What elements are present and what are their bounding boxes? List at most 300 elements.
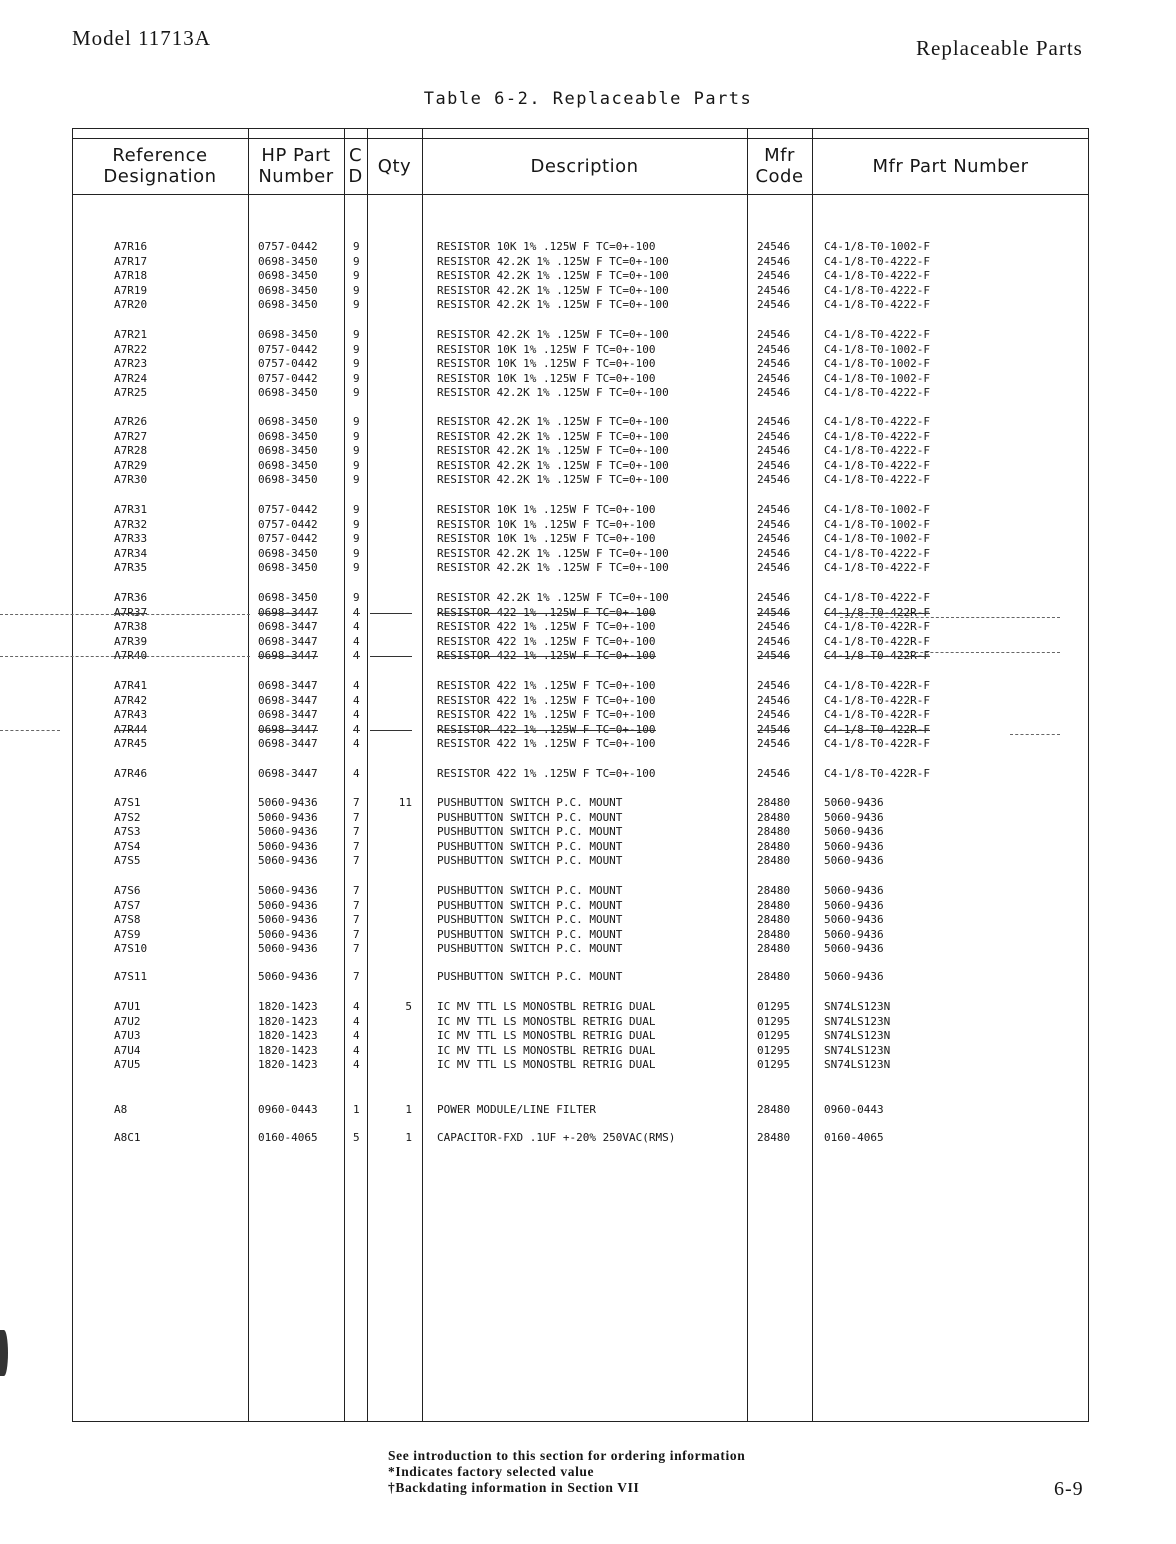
mfr-part-number: C4-1/8-T0-422R-F: [824, 605, 930, 619]
mfr-part-number: C4-1/8-T0-422R-F: [824, 634, 930, 648]
mfr-code: 24546: [757, 546, 791, 560]
table-row: [0, 635, 1176, 649]
mfr-part-number: C4-1/8-T0-4222-F: [824, 546, 930, 560]
ref-designation: A8: [114, 1103, 128, 1116]
mfr-code: 24546: [757, 649, 791, 663]
mfr-code: 24546: [757, 298, 791, 312]
ref-designation: A7S3: [114, 825, 141, 839]
quantity: 5: [405, 1000, 412, 1013]
check-digit: 7: [353, 810, 360, 824]
mfr-code: 24546: [757, 767, 791, 780]
check-digit: 7: [353, 854, 360, 868]
mfr-code: 24546: [757, 254, 791, 268]
mfr-code: 24546: [757, 342, 791, 356]
hp-part-number: 0757-0442: [258, 532, 318, 546]
table-row: [0, 561, 1176, 575]
ref-designation: A7R38: [114, 620, 148, 634]
check-digit: 4: [353, 1029, 360, 1043]
mfr-part-number: C4-1/8-T0-4222-F: [824, 458, 930, 472]
check-digit: 9: [353, 357, 360, 371]
check-digit: 4: [353, 708, 360, 722]
ref-designation: A7R44: [114, 722, 148, 736]
ref-designation: A7S5: [114, 854, 141, 868]
mfr-code: 24546: [757, 473, 791, 487]
strike-mark: [1010, 734, 1060, 735]
ref-designation: A7S11: [114, 970, 148, 983]
hp-part-number: 0698-3447: [258, 737, 318, 751]
check-digit: 4: [353, 1000, 360, 1013]
table-row: [0, 591, 1176, 605]
mfr-part-number: 5060-9436: [824, 970, 884, 983]
ref-designation: A7R45: [114, 737, 148, 751]
table-row: [0, 928, 1176, 942]
mfr-part-number: SN74LS123N: [824, 1014, 891, 1028]
hp-part-number: 5060-9436: [258, 810, 318, 824]
ref-designation: A7R26: [114, 415, 148, 428]
hp-part-number: 5060-9436: [258, 884, 318, 897]
check-digit: 9: [353, 240, 360, 253]
mfr-part-number: C4-1/8-T0-4222-F: [824, 386, 930, 400]
ref-designation: A7S8: [114, 913, 141, 927]
description: PUSHBUTTON SWITCH P.C. MOUNT: [437, 796, 623, 809]
mfr-part-number: C4-1/8-T0-1002-F: [824, 532, 930, 546]
mfr-part-number: C4-1/8-T0-4222-F: [824, 283, 930, 297]
column-header-mfr-code: Mfr Code: [755, 145, 804, 187]
description: PUSHBUTTON SWITCH P.C. MOUNT: [437, 839, 623, 853]
description: IC MV TTL LS MONOSTBL RETRIG DUAL: [437, 1029, 656, 1043]
description: RESISTOR 10K 1% .125W F TC=0+-100: [437, 342, 656, 356]
table-row: [0, 386, 1176, 400]
hp-part-number: 0698-3447: [258, 679, 318, 692]
table-row: [0, 1015, 1176, 1029]
mfr-part-number: C4-1/8-T0-4222-F: [824, 429, 930, 443]
description: RESISTOR 10K 1% .125W F TC=0+-100: [437, 532, 656, 546]
hp-part-number: 0698-3447: [258, 767, 318, 780]
mfr-code: 24546: [757, 591, 791, 604]
ref-designation: A7U2: [114, 1014, 141, 1028]
column-header-qty: Qty: [377, 155, 412, 177]
check-digit: 9: [353, 415, 360, 428]
table-row: [0, 1044, 1176, 1058]
table-row: [0, 694, 1176, 708]
hp-part-number: 0698-3450: [258, 298, 318, 312]
mfr-code: 24546: [757, 386, 791, 400]
mfr-part-number: C4-1/8-T0-1002-F: [824, 357, 930, 371]
description: RESISTOR 422 1% .125W F TC=0+-100: [437, 737, 656, 751]
check-digit: 9: [353, 269, 360, 283]
mfr-code: 01295: [757, 1000, 791, 1013]
hp-part-number: 5060-9436: [258, 898, 318, 912]
mfr-code: 24546: [757, 371, 791, 385]
check-digit: 9: [353, 342, 360, 356]
description: RESISTOR 10K 1% .125W F TC=0+-100: [437, 240, 656, 253]
table-row: [0, 884, 1176, 898]
check-digit: 7: [353, 884, 360, 897]
mfr-part-number: 5060-9436: [824, 913, 884, 927]
hp-part-number: 0698-3450: [258, 473, 318, 487]
check-digit: 7: [353, 970, 360, 983]
check-digit: 4: [353, 1043, 360, 1057]
mfr-code: 24546: [757, 240, 791, 253]
table-row: [0, 737, 1176, 751]
mfr-code: 24546: [757, 444, 791, 458]
description: RESISTOR 42.2K 1% .125W F TC=0+-100: [437, 269, 669, 283]
table-row: [0, 899, 1176, 913]
strike-mark: [900, 652, 1060, 653]
description: PUSHBUTTON SWITCH P.C. MOUNT: [437, 970, 623, 983]
hp-part-number: 1820-1423: [258, 1058, 318, 1072]
hp-part-number: 5060-9436: [258, 942, 318, 956]
ref-designation: A7R23: [114, 357, 148, 371]
description: RESISTOR 42.2K 1% .125W F TC=0+-100: [437, 546, 669, 560]
mfr-code: 01295: [757, 1043, 791, 1057]
ref-designation: A7U3: [114, 1029, 141, 1043]
hp-part-number: 0960-0443: [258, 1103, 318, 1116]
mfr-part-number: SN74LS123N: [824, 1058, 891, 1072]
check-digit: 9: [353, 254, 360, 268]
table-row: [0, 328, 1176, 342]
description: RESISTOR 42.2K 1% .125W F TC=0+-100: [437, 591, 669, 604]
check-digit: 9: [353, 561, 360, 575]
table-row: [0, 767, 1176, 781]
check-digit: 1: [353, 1103, 360, 1116]
mfr-part-number: 5060-9436: [824, 796, 884, 809]
mfr-part-number: 5060-9436: [824, 884, 884, 897]
mfr-code: 28480: [757, 1103, 791, 1116]
mfr-part-number: SN74LS123N: [824, 1000, 891, 1013]
column-header-cd: C D: [348, 145, 363, 187]
strike-mark: [0, 730, 60, 731]
mfr-code: 24546: [757, 503, 791, 516]
table-row: [0, 942, 1176, 956]
description: RESISTOR 10K 1% .125W F TC=0+-100: [437, 371, 656, 385]
check-digit: 9: [353, 532, 360, 546]
ref-designation: A7R27: [114, 429, 148, 443]
description: RESISTOR 422 1% .125W F TC=0+-100: [437, 767, 656, 780]
table-row: [0, 620, 1176, 634]
ref-designation: A7R19: [114, 283, 148, 297]
quantity: 11: [398, 796, 412, 809]
hp-part-number: 0698-3447: [258, 605, 318, 619]
check-digit: 4: [353, 722, 360, 736]
mfr-code: 24546: [757, 532, 791, 546]
check-digit: 4: [353, 620, 360, 634]
description: PUSHBUTTON SWITCH P.C. MOUNT: [437, 898, 623, 912]
hp-part-number: 5060-9436: [258, 839, 318, 853]
ref-designation: A7R33: [114, 532, 148, 546]
mfr-code: 28480: [757, 796, 791, 809]
ref-designation: A7R36: [114, 591, 148, 604]
hp-part-number: 0698-3450: [258, 283, 318, 297]
description: RESISTOR 42.2K 1% .125W F TC=0+-100: [437, 328, 669, 341]
ref-designation: A7R16: [114, 240, 148, 253]
description: RESISTOR 42.2K 1% .125W F TC=0+-100: [437, 429, 669, 443]
mfr-code: 24546: [757, 679, 791, 692]
mfr-code: 24546: [757, 722, 791, 736]
footnote-backdating: †Backdating information in Section VII: [388, 1480, 640, 1495]
ref-designation: A7S9: [114, 927, 141, 941]
hp-part-number: 0698-3450: [258, 269, 318, 283]
mfr-part-number: SN74LS123N: [824, 1043, 891, 1057]
check-digit: 9: [353, 517, 360, 531]
ref-designation: A7R25: [114, 386, 148, 400]
table-row: [0, 532, 1176, 546]
mfr-part-number: C4-1/8-T0-422R-F: [824, 767, 930, 780]
description: RESISTOR 42.2K 1% .125W F TC=0+-100: [437, 283, 669, 297]
description: IC MV TTL LS MONOSTBL RETRIG DUAL: [437, 1058, 656, 1072]
footnote-factory-selected: *Indicates factory selected value: [388, 1464, 595, 1479]
mfr-code: 24546: [757, 429, 791, 443]
ref-designation: A7R35: [114, 561, 148, 575]
ref-designation: A7R30: [114, 473, 148, 487]
strike-mark: [0, 614, 250, 615]
hp-part-number: 0698-3447: [258, 634, 318, 648]
mfr-part-number: C4-1/8-T0-1002-F: [824, 517, 930, 531]
ref-designation: A7R18: [114, 269, 148, 283]
mfr-code: 24546: [757, 605, 791, 619]
hp-part-number: 0698-3450: [258, 429, 318, 443]
check-digit: 9: [353, 473, 360, 487]
ref-designation: A7S4: [114, 839, 141, 853]
hp-part-number: 0698-3450: [258, 546, 318, 560]
description: PUSHBUTTON SWITCH P.C. MOUNT: [437, 825, 623, 839]
table-row: [0, 1000, 1176, 1014]
description: RESISTOR 422 1% .125W F TC=0+-100: [437, 605, 656, 619]
check-digit: 9: [353, 458, 360, 472]
mfr-code: 24546: [757, 415, 791, 428]
ref-designation: A7S1: [114, 796, 141, 809]
table-row: [0, 723, 1176, 737]
ref-designation: A7R17: [114, 254, 148, 268]
hp-part-number: 0698-3450: [258, 591, 318, 604]
table-row: [0, 840, 1176, 854]
ref-designation: A7R34: [114, 546, 148, 560]
hp-part-number: 0757-0442: [258, 517, 318, 531]
description: RESISTOR 42.2K 1% .125W F TC=0+-100: [437, 298, 669, 312]
mfr-code: 28480: [757, 1131, 791, 1144]
table-row: [0, 1058, 1176, 1072]
page-number: 6-9: [1054, 1478, 1084, 1500]
column-header-mfr-part-number: Mfr Part Number: [872, 155, 1029, 177]
table-row: [0, 1029, 1176, 1043]
ref-designation: A7R20: [114, 298, 148, 312]
table-row: [0, 459, 1176, 473]
ref-designation: A7R42: [114, 693, 148, 707]
description: PUSHBUTTON SWITCH P.C. MOUNT: [437, 854, 623, 868]
ref-designation: A7R24: [114, 371, 148, 385]
description: RESISTOR 10K 1% .125W F TC=0+-100: [437, 517, 656, 531]
description: RESISTOR 10K 1% .125W F TC=0+-100: [437, 503, 656, 516]
hp-part-number: 5060-9436: [258, 927, 318, 941]
ref-designation: A7R21: [114, 328, 148, 341]
table-row: [0, 796, 1176, 810]
table-row: [0, 503, 1176, 517]
ref-designation: A7S7: [114, 898, 141, 912]
mfr-code: 28480: [757, 942, 791, 956]
hp-part-number: 1820-1423: [258, 1014, 318, 1028]
table-row: [0, 1103, 1176, 1117]
hp-part-number: 0757-0442: [258, 357, 318, 371]
check-digit: 4: [353, 605, 360, 619]
hp-part-number: 0698-3450: [258, 561, 318, 575]
mfr-part-number: C4-1/8-T0-422R-F: [824, 620, 930, 634]
check-digit: 7: [353, 927, 360, 941]
table-row: [0, 473, 1176, 487]
check-digit: 7: [353, 913, 360, 927]
description: RESISTOR 422 1% .125W F TC=0+-100: [437, 620, 656, 634]
ref-designation: A7U4: [114, 1043, 141, 1057]
mfr-part-number: C4-1/8-T0-1002-F: [824, 371, 930, 385]
table-row: [0, 298, 1176, 312]
hp-part-number: 0698-3450: [258, 444, 318, 458]
table-row: [0, 708, 1176, 722]
check-digit: 9: [353, 444, 360, 458]
mfr-part-number: 5060-9436: [824, 839, 884, 853]
table-row: [0, 284, 1176, 298]
table-row: [0, 547, 1176, 561]
table-row: [0, 1131, 1176, 1145]
description: RESISTOR 42.2K 1% .125W F TC=0+-100: [437, 561, 669, 575]
footnote-ordering: See introduction to this section for ordering information: [388, 1448, 746, 1463]
ref-designation: A7R41: [114, 679, 148, 692]
hp-part-number: 0698-3447: [258, 693, 318, 707]
description: POWER MODULE/LINE FILTER: [437, 1103, 596, 1116]
strike-mark: [0, 656, 250, 657]
check-digit: 4: [353, 649, 360, 663]
check-digit: 4: [353, 1058, 360, 1072]
model-header: Model 11713A: [72, 26, 211, 50]
mfr-code: 24546: [757, 458, 791, 472]
mfr-code: 28480: [757, 898, 791, 912]
mfr-code: 01295: [757, 1058, 791, 1072]
ref-designation: A7U1: [114, 1000, 141, 1013]
check-digit: 9: [353, 503, 360, 516]
mfr-part-number: C4-1/8-T0-4222-F: [824, 473, 930, 487]
table-row: [0, 372, 1176, 386]
mfr-part-number: C4-1/8-T0-1002-F: [824, 240, 930, 253]
mfr-part-number: C4-1/8-T0-4222-F: [824, 254, 930, 268]
mfr-part-number: C4-1/8-T0-4222-F: [824, 269, 930, 283]
ref-designation: A7R32: [114, 517, 148, 531]
mfr-part-number: SN74LS123N: [824, 1029, 891, 1043]
mfr-code: 28480: [757, 810, 791, 824]
column-header-reference: Reference Designation: [103, 145, 217, 187]
mfr-code: 24546: [757, 737, 791, 751]
mfr-part-number: 5060-9436: [824, 810, 884, 824]
section-header: Replaceable Parts: [916, 36, 1083, 60]
table-row: [0, 343, 1176, 357]
hp-part-number: 0698-3447: [258, 722, 318, 736]
mfr-part-number: C4-1/8-T0-422R-F: [824, 693, 930, 707]
binding-mark: [0, 1330, 8, 1376]
hp-part-number: 0698-3450: [258, 415, 318, 428]
hp-part-number: 0698-3447: [258, 620, 318, 634]
check-digit: 4: [353, 693, 360, 707]
description: IC MV TTL LS MONOSTBL RETRIG DUAL: [437, 1043, 656, 1057]
mfr-code: 01295: [757, 1014, 791, 1028]
ref-designation: A7R28: [114, 444, 148, 458]
table-row: [0, 518, 1176, 532]
check-digit: 9: [353, 371, 360, 385]
strike-mark: [840, 617, 1060, 618]
check-digit: 5: [353, 1131, 360, 1144]
check-digit: 4: [353, 679, 360, 692]
ref-designation: A7S10: [114, 942, 148, 956]
mfr-code: 24546: [757, 693, 791, 707]
mfr-code: 24546: [757, 620, 791, 634]
check-digit: 7: [353, 796, 360, 809]
check-digit: 9: [353, 328, 360, 341]
ref-designation: A7R43: [114, 708, 148, 722]
hp-part-number: 0698-3447: [258, 649, 318, 663]
table-row: [0, 444, 1176, 458]
ref-designation: A7R40: [114, 649, 148, 663]
mfr-code: 24546: [757, 357, 791, 371]
hp-part-number: 0757-0442: [258, 240, 318, 253]
column-header-hp-part: HP Part Number: [258, 145, 334, 187]
hp-part-number: 0698-3450: [258, 458, 318, 472]
check-digit: 7: [353, 825, 360, 839]
table-row: [0, 679, 1176, 693]
table-title: Table 6-2. Replaceable Parts: [423, 89, 753, 109]
hp-part-number: 0698-3447: [258, 708, 318, 722]
check-digit: 4: [353, 737, 360, 751]
description: RESISTOR 42.2K 1% .125W F TC=0+-100: [437, 415, 669, 428]
mfr-code: 28480: [757, 913, 791, 927]
mfr-part-number: C4-1/8-T0-422R-F: [824, 722, 930, 736]
description: PUSHBUTTON SWITCH P.C. MOUNT: [437, 884, 623, 897]
mfr-part-number: C4-1/8-T0-422R-F: [824, 737, 930, 751]
hp-part-number: 5060-9436: [258, 825, 318, 839]
check-digit: 9: [353, 429, 360, 443]
table-row: [0, 415, 1176, 429]
mfr-part-number: 5060-9436: [824, 927, 884, 941]
ref-designation: A8C1: [114, 1131, 141, 1144]
mfr-part-number: C4-1/8-T0-422R-F: [824, 708, 930, 722]
hp-part-number: 0698-3450: [258, 254, 318, 268]
mfr-part-number: C4-1/8-T0-4222-F: [824, 415, 930, 428]
description: RESISTOR 42.2K 1% .125W F TC=0+-100: [437, 386, 669, 400]
header-bottom-rule: [72, 194, 1089, 195]
hp-part-number: 5060-9436: [258, 913, 318, 927]
description: IC MV TTL LS MONOSTBL RETRIG DUAL: [437, 1014, 656, 1028]
description: RESISTOR 422 1% .125W F TC=0+-100: [437, 634, 656, 648]
hp-part-number: 0757-0442: [258, 342, 318, 356]
mfr-code: 24546: [757, 634, 791, 648]
hp-part-number: 5060-9436: [258, 854, 318, 868]
ref-designation: A7R31: [114, 503, 148, 516]
mfr-code: 28480: [757, 970, 791, 983]
description: CAPACITOR-FXD .1UF +-20% 250VAC(RMS): [437, 1131, 676, 1144]
mfr-code: 24546: [757, 517, 791, 531]
check-digit: 9: [353, 386, 360, 400]
hp-part-number: 5060-9436: [258, 970, 318, 983]
hp-part-number: 0160-4065: [258, 1131, 318, 1144]
mfr-part-number: 5060-9436: [824, 942, 884, 956]
ref-designation: A7U5: [114, 1058, 141, 1072]
mfr-code: 24546: [757, 269, 791, 283]
ref-designation: A7S6: [114, 884, 141, 897]
mfr-part-number: 5060-9436: [824, 898, 884, 912]
table-row: [0, 825, 1176, 839]
mfr-part-number: C4-1/8-T0-4222-F: [824, 298, 930, 312]
mfr-part-number: C4-1/8-T0-4222-F: [824, 444, 930, 458]
description: RESISTOR 42.2K 1% .125W F TC=0+-100: [437, 458, 669, 472]
mfr-code: 28480: [757, 854, 791, 868]
description: IC MV TTL LS MONOSTBL RETRIG DUAL: [437, 1000, 656, 1013]
mfr-part-number: 0960-0443: [824, 1103, 884, 1116]
mfr-part-number: 5060-9436: [824, 825, 884, 839]
